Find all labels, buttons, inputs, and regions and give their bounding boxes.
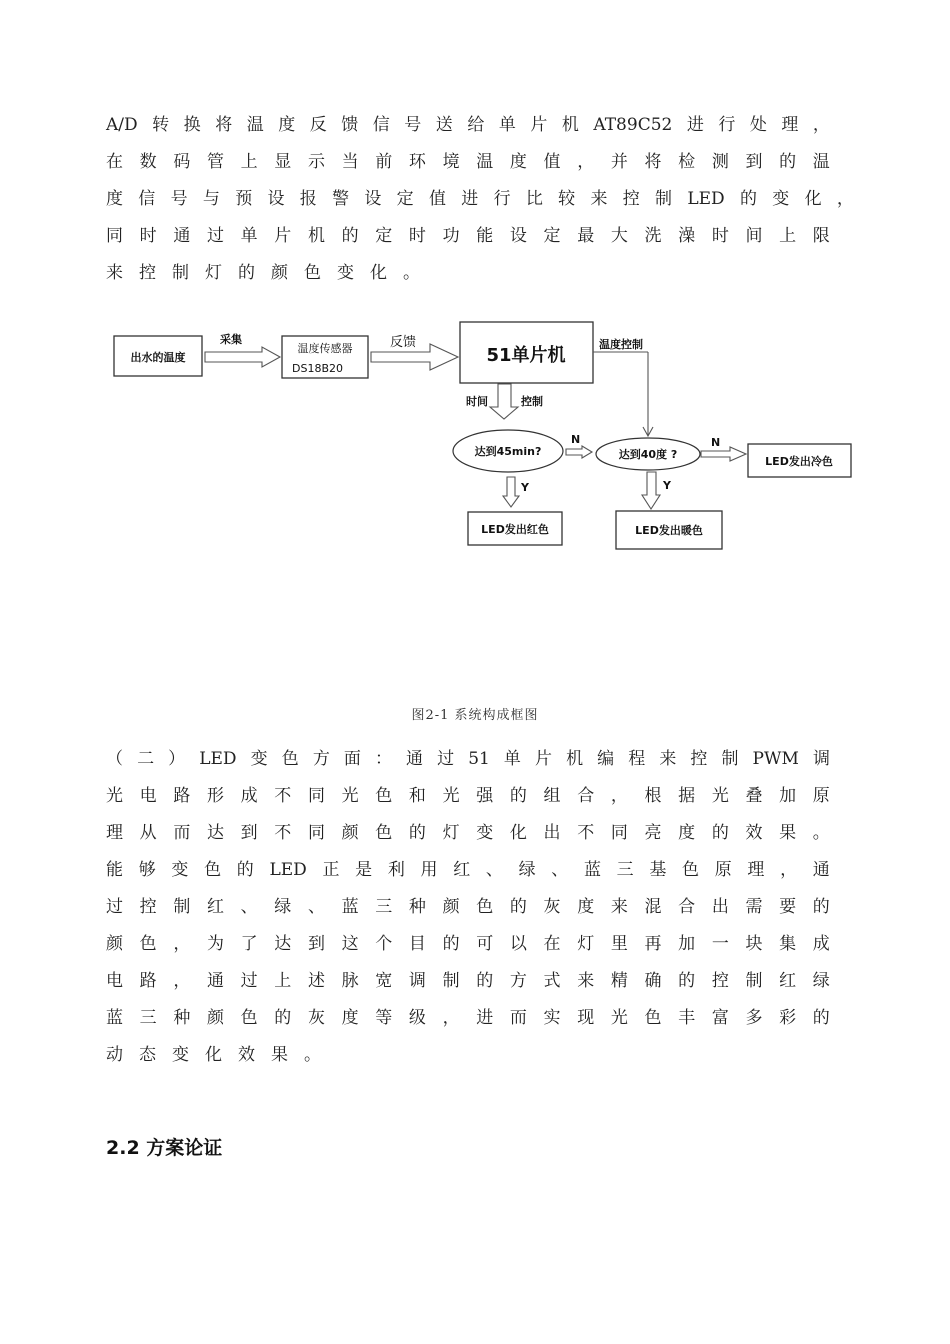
text-line: 在 数 码 管 上 显 示 当 前 环 境 温 度 值 ， 并 将 检 测 到 的 温: [106, 152, 830, 172]
label-yes-1: Y: [521, 481, 529, 494]
figure-caption: 图2-1 系统构成框图: [411, 708, 539, 723]
arrow-collect: [205, 347, 280, 367]
arrow-yes-1: [503, 477, 519, 507]
system-block-diagram: [100, 315, 860, 560]
text-line: 同 时 通 过 单 片 机 的 定 时 功 能 设 定 最 大 洗 澡 时 间 上 限: [106, 226, 830, 246]
label-time: 时间: [466, 395, 488, 408]
node-led-warm-label: LED发出暖色: [635, 524, 703, 537]
node-led-cold-label: LED发出冷色: [765, 455, 833, 468]
text-line: 动态变化效果。: [106, 1045, 337, 1065]
text-line: 电 路 ， 通 过 上 述 脉 宽 调 制 的 方 式 来 精 确 的 控 制 红 绿: [106, 971, 830, 991]
label-control: 控制: [521, 395, 543, 408]
label-feedback: 反馈: [389, 335, 417, 350]
arrow-yes-2: [642, 472, 660, 509]
text-line: 过 控 制 红 、 绿 、 蓝 三 种 颜 色 的 灰 度 来 混 合 出 需 要 的: [106, 897, 830, 917]
paragraph-intro: [106, 107, 854, 292]
label-collect: 采集: [220, 333, 242, 346]
arrow-no-1: [566, 446, 592, 458]
text-line: 来控制灯的颜色变化。: [106, 263, 436, 283]
text-line: 度 信 号 与 预 设 报 警 设 定 值 进 行 比 较 来 控 制 LED 的 变 化 ，: [106, 189, 854, 209]
arrow-time-control: [490, 384, 518, 419]
decision-45min-label: 达到45min?: [474, 445, 542, 458]
label-no-2: N: [711, 436, 721, 449]
node-mcu-label: 51单片机: [486, 345, 566, 366]
decision-40deg-label: 达到40度 ?: [618, 448, 678, 461]
text-line: 光 电 路 形 成 不 同 光 色 和 光 强 的 组 合 ， 根 据 光 叠 加 原: [106, 786, 830, 806]
paragraph-led: [106, 741, 830, 1074]
text-line: A/D 转 换 将 温 度 反 馈 信 号 送 给 单 片 机 AT89C52 进 行 处 理 ，: [106, 115, 830, 135]
node-water-temp-label: 出水的温度: [130, 351, 186, 364]
section-heading: 2.2 方案论证: [106, 1137, 223, 1159]
arrow-no-2: [701, 447, 746, 461]
text-line: （ 二 ） LED 变 色 方 面 ： 通 过 51 单 片 机 编 程 来 控 制 PWM 调: [106, 749, 830, 769]
label-temp-control: 温度控制: [599, 338, 643, 351]
text-line: 理 从 而 达 到 不 同 颜 色 的 灯 变 化 出 不 同 亮 度 的 效 果 。: [106, 823, 830, 843]
node-temp-sensor-model: DS18B20: [292, 362, 343, 375]
label-yes-2: Y: [663, 479, 671, 492]
text-line: 颜 色 ， 为 了 达 到 这 个 目 的 可 以 在 灯 里 再 加 一 块 集 成: [106, 934, 830, 954]
node-temp-sensor-label: 温度传感器: [297, 342, 353, 355]
label-no-1: N: [571, 433, 581, 446]
text-line: 能 够 变 色 的 LED 正 是 利 用 红 、 绿 、 蓝 三 基 色 原 理 ， 通: [106, 860, 830, 880]
text-line: 蓝 三 种 颜 色 的 灰 度 等 级 ， 进 而 实 现 光 色 丰 富 多 彩 的: [106, 1008, 830, 1028]
node-led-red-label: LED发出红色: [481, 523, 549, 536]
